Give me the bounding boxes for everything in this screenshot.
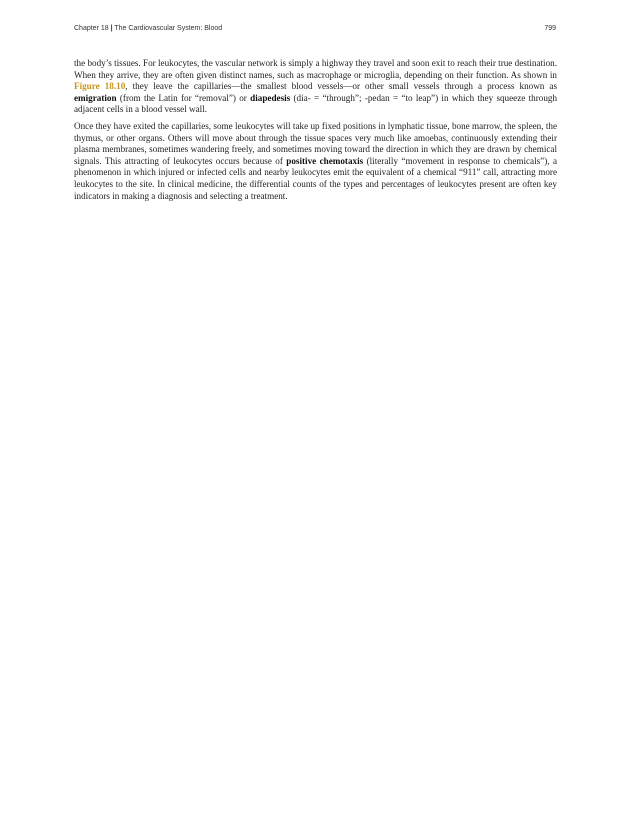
page-number: 799 xyxy=(544,25,556,32)
text-run: Once they have exited the capillaries, some leukocytes will take up fixed positions in lymphatic tissue, bone marrow, the spleen, the thymus, or other organs. Others will move about through the tissue spaces very much like amoebas, continuously extending their plasma membranes, sometimes wandering freely, and sometimes moving toward the direction in which they are drawn by chemical signals. This attracting of leukocytes occurs because of xyxy=(74,120,557,166)
paragraph-positive-chemotaxis xyxy=(74,121,557,202)
figure-reference-link[interactable]: Figure 18.10 xyxy=(74,81,126,92)
text-run: (literally “movement in response to chemicals”), a phenomenon in which injured or infected cells and nearby leukocytes emit the equivalent of a chemical “911” call, attracting more leukocytes to the site. In clinical medicine, the differential counts of the types and percentages of leukocytes present are often key indicators in making a diagnosis and selecting a treatment. xyxy=(74,155,558,201)
key-term-diapedesis: diapedesis xyxy=(250,92,291,103)
chapter-heading xyxy=(74,25,222,32)
chapter-title: The Cardiovascular System: Blood xyxy=(114,25,223,32)
key-term-emigration: emigration xyxy=(74,92,117,103)
body-text xyxy=(74,58,557,207)
paragraph-leukocyte-emigration xyxy=(74,58,557,116)
header-separator: | xyxy=(110,25,113,32)
text-run: (dia- = “through”; -pedan = “to leap”) in which they squeeze through adjacent cells in a blood vessel wall. xyxy=(74,92,558,115)
chapter-number: Chapter 18 xyxy=(74,25,109,32)
key-term-positive-chemotaxis: positive chemotaxis xyxy=(286,155,364,166)
text-run: the body’s tissues. For leukocytes, the vascular network is simply a highway they travel and soon exit to reach their true destination. When they arrive, they are often given distinct names, such as macrophage or microglia, depending on their function. As shown in xyxy=(74,58,557,80)
text-run: (from the Latin for “removal”) or xyxy=(116,92,251,103)
text-run: , they leave the capillaries—the smallest blood vessels—or other small vessels through a process known as xyxy=(125,81,557,92)
running-header xyxy=(74,25,556,37)
